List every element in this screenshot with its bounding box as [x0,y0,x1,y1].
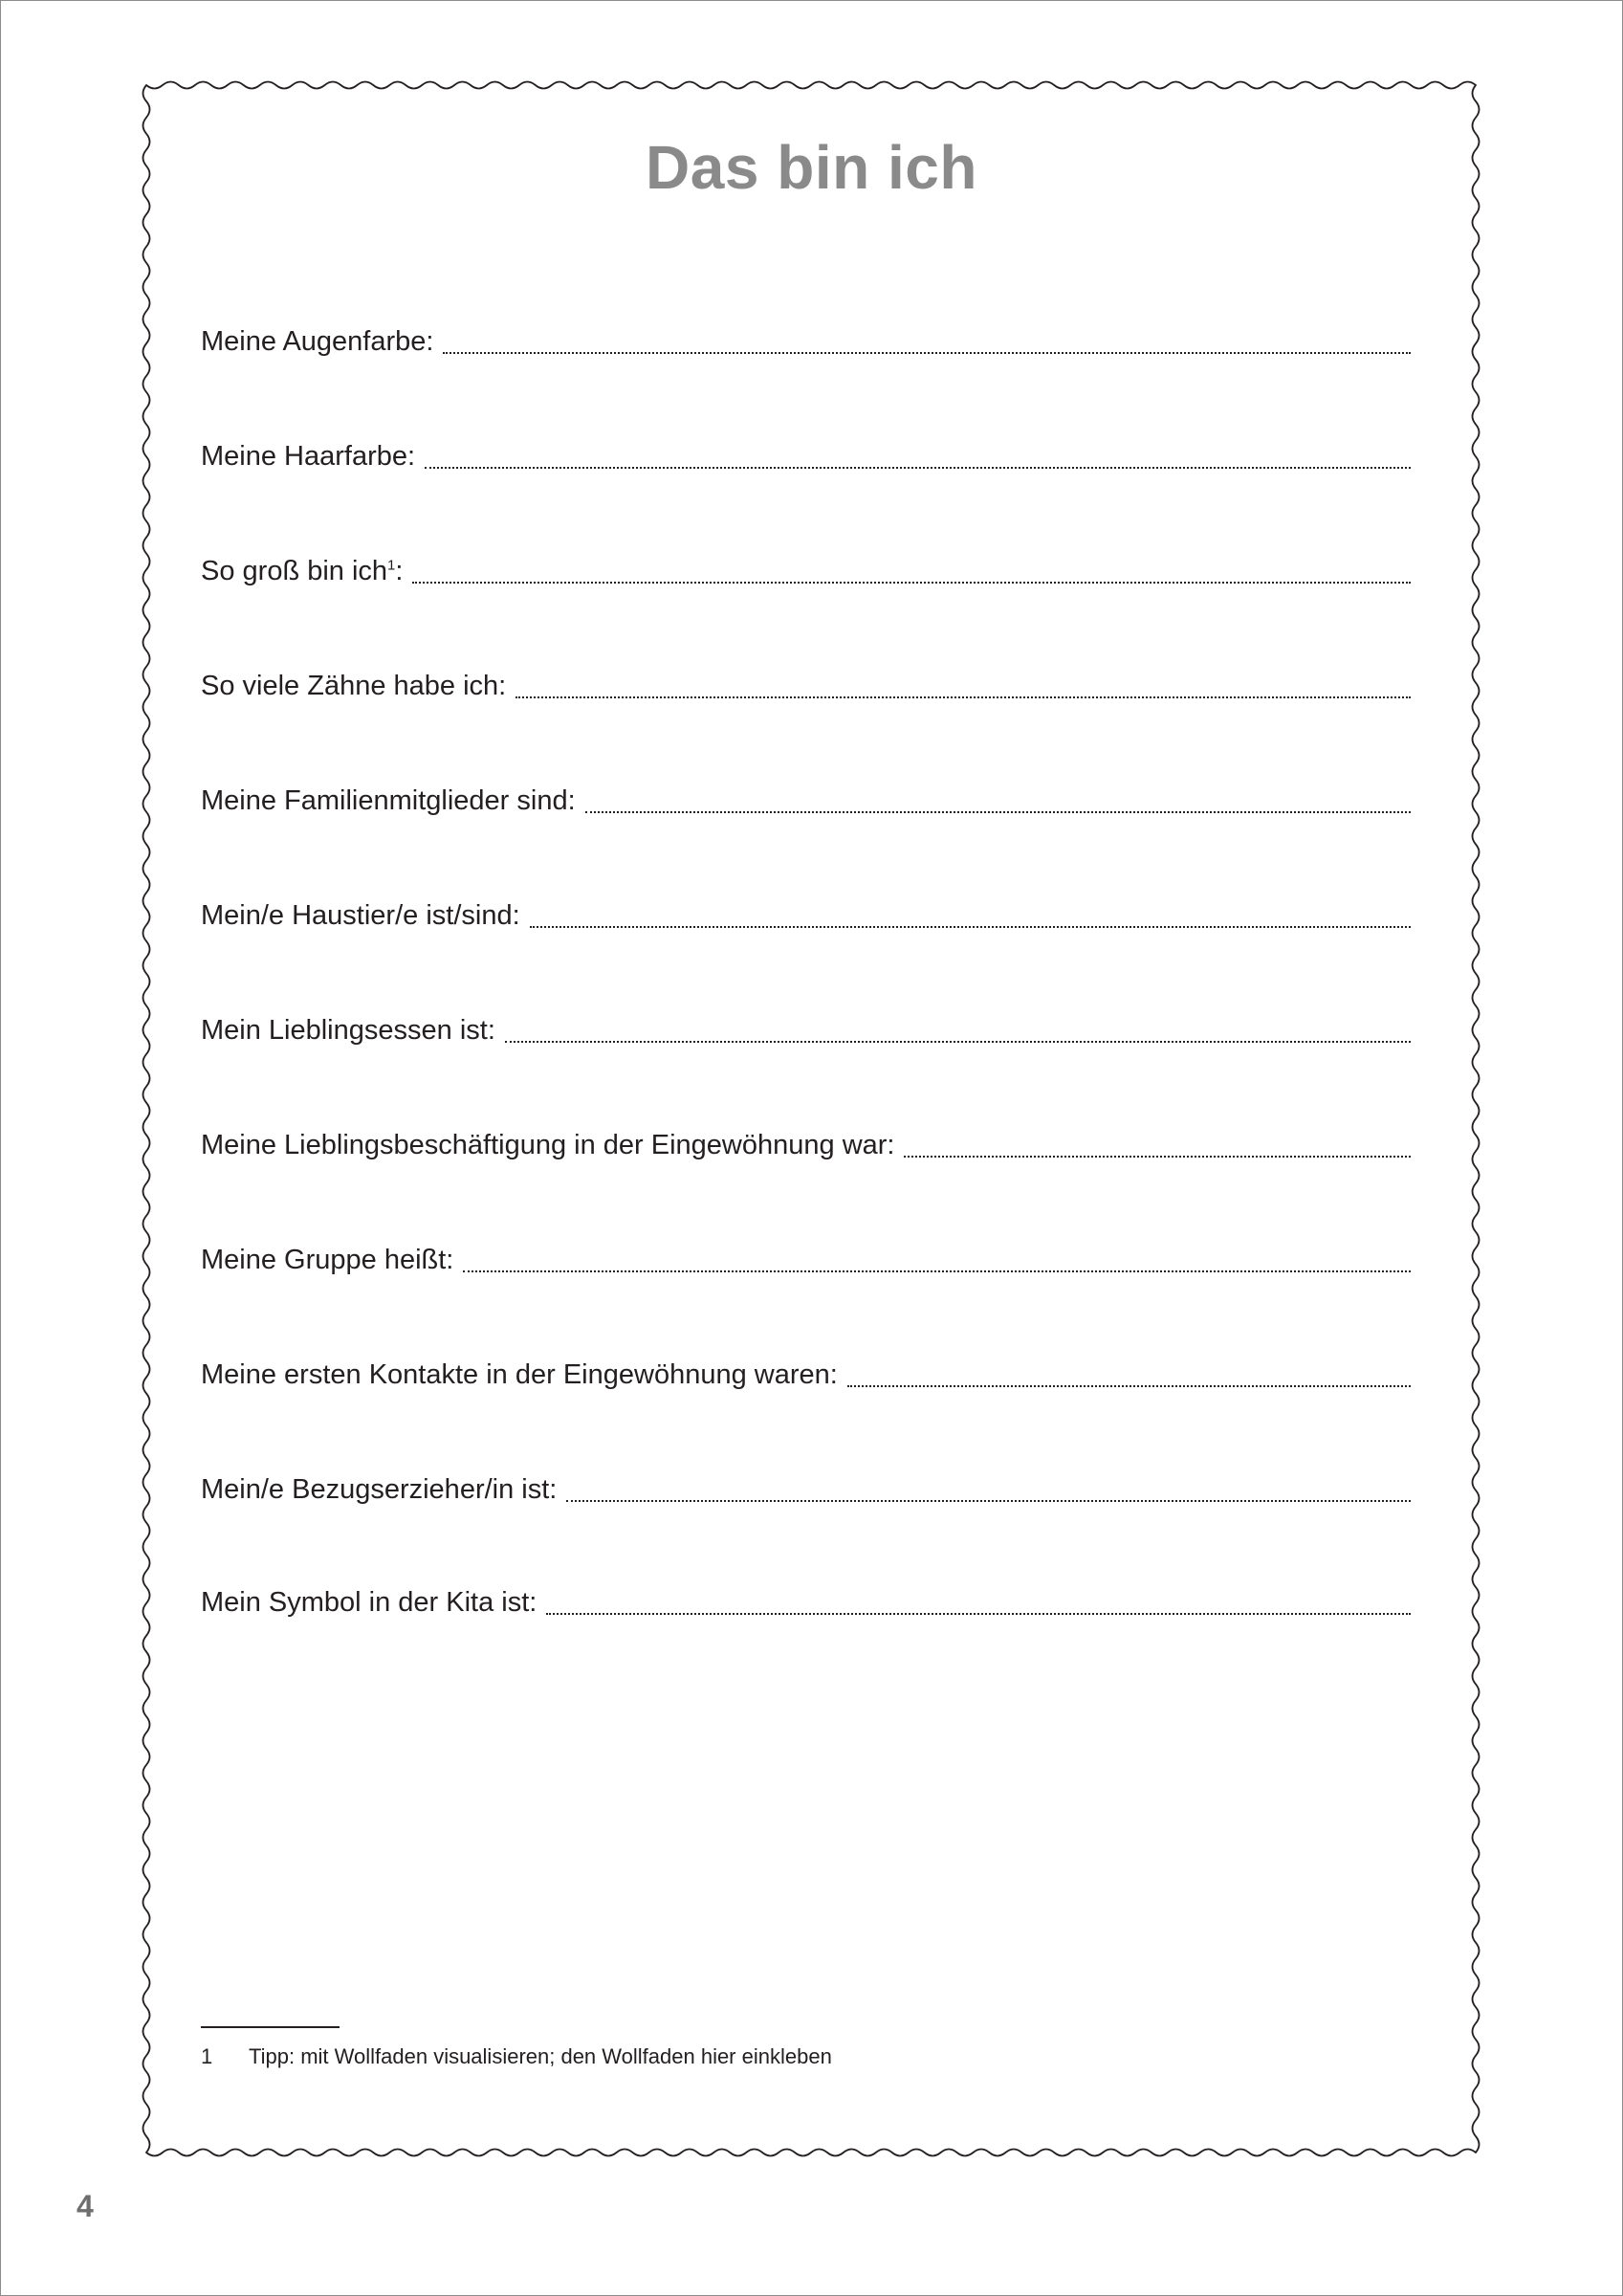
field-label: Mein/e Bezugserzieher/in ist: [201,1474,558,1505]
dotted-answer-line[interactable] [585,811,1411,813]
field-eye-color [201,308,1411,356]
footnote-text: Tipp: mit Wollfaden visualisieren; den Wollfaden hier einkleben [249,2044,832,2068]
footnote-ref: 1 [387,557,396,574]
dotted-answer-line[interactable] [412,582,1411,584]
field-label: Meine Haarfarbe: [201,441,416,472]
field-height [201,538,1411,585]
dotted-answer-line[interactable] [546,1613,1411,1615]
footnote [201,2044,832,2069]
dotted-answer-line[interactable] [515,696,1411,698]
page-title: Das bin ich [646,133,977,202]
field-label: Meine Augenfarbe: [201,326,434,357]
field-label: Meine Familienmitglieder sind: [201,785,576,816]
dotted-answer-line[interactable] [463,1270,1411,1272]
field-pets [201,882,1411,930]
dotted-answer-line[interactable] [566,1500,1411,1502]
field-kita-symbol [201,1569,1411,1617]
field-teeth [201,652,1411,700]
dotted-answer-line[interactable] [847,1385,1411,1387]
field-label: So viele Zähne habe ich: [201,671,507,701]
dotted-answer-line[interactable] [425,467,1411,469]
field-label-suffix: : [395,556,404,586]
field-favorite-food [201,997,1411,1045]
field-label-text: So groß bin ich [201,556,388,586]
field-hair-color [201,423,1411,471]
dotted-answer-line[interactable] [505,1041,1411,1043]
field-label: Mein Symbol in der Kita ist: [201,1587,537,1618]
dotted-answer-line[interactable] [530,926,1411,928]
field-group-name [201,1226,1411,1274]
field-label: Mein/e Haustier/e ist/sind: [201,900,520,931]
footnote-number: 1 [201,2044,213,2068]
field-first-contacts [201,1341,1411,1389]
field-label: Meine Lieblingsbeschäftigung in der Eingewöhnung war: [201,1130,895,1160]
field-label [201,558,403,585]
field-favorite-activity [201,1112,1411,1159]
field-label: Mein Lieblingsessen ist: [201,1015,495,1046]
footnote-rule [201,2026,340,2028]
dotted-answer-line[interactable] [443,352,1411,354]
page-number: 4 [77,2189,94,2223]
field-family-members [201,767,1411,815]
field-label: Meine ersten Kontakte in der Eingewöhnung waren: [201,1359,838,1390]
field-caregiver [201,1456,1411,1504]
field-label: Meine Gruppe heißt: [201,1245,454,1275]
dotted-answer-line[interactable] [904,1156,1411,1158]
